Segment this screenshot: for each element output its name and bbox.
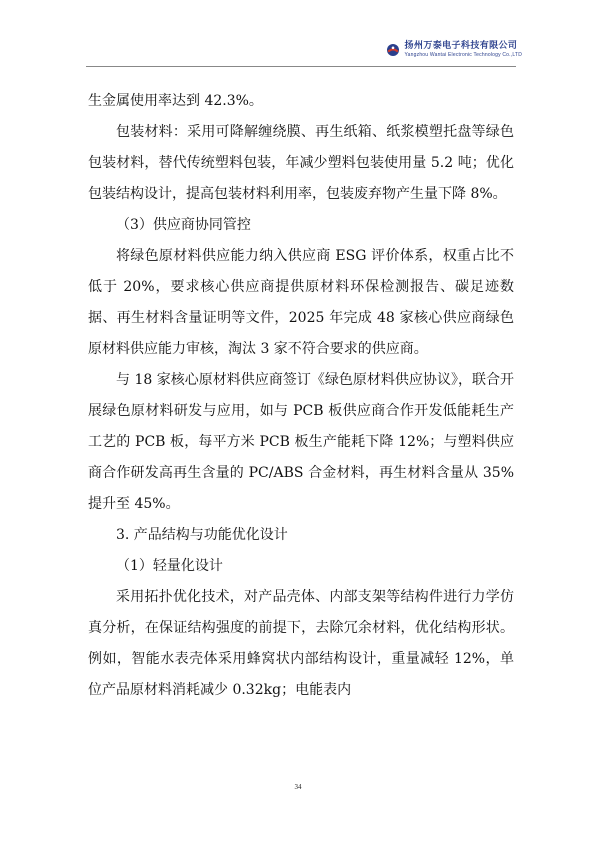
- paragraph-supplier-esg: 将绿色原材料供应能力纳入供应商 ESG 评价体系，权重占比不低于 20%，要求核心供应商提供原材料环保检测报告、碳足迹数据、再生材料含量证明等文件，2025 年完成 48 家核心供应商绿色原材料供应能力审核，淘汰 3 家不符合要求的供应商。: [88, 248, 514, 357]
- paragraph-supplier-agreement: 与 18 家核心原材料供应商签订《绿色原材料供应协议》，联合开展绿色原材料研发与应用，如与 PCB 板供应商合作开发低能耗生产工艺的 PCB 板，每平方米 PCB 板生产能耗下降 12%；与塑料供应商合作研发高再生含量的 PC/ABS 合金材料，再生材料含量从 35% 提升至 45%。: [88, 372, 514, 512]
- paragraph-metal-usage: 生金属使用率达到 42.3%。: [88, 93, 263, 109]
- subheading-supplier-control: （3）供应商协同管控: [116, 217, 251, 233]
- company-name: [405, 42, 522, 58]
- page-number: 34: [294, 783, 302, 791]
- company-name-en: Yangzhou Wantai Electronic Technology Co.,LTD: [404, 52, 522, 58]
- document-header: [386, 42, 522, 58]
- paragraph-packaging: 包装材料：采用可降解缠绕膜、再生纸箱、纸浆模塑托盘等绿色包装材料，替代传统塑料包装，年减少塑料包装使用量 5.2 吨；优化包装结构设计，提高包装材料利用率，包装废弃物产生量下降 8%。: [88, 124, 514, 202]
- document-body: [88, 86, 514, 706]
- subheading-lightweight: （1）轻量化设计: [116, 558, 223, 574]
- heading-structure-design: 3. 产品结构与功能优化设计: [116, 527, 288, 543]
- paragraph-topology: 采用拓扑优化技术，对产品壳体、内部支架等结构件进行力学仿真分析，在保证结构强度的前提下，去除冗余材料，优化结构形状。例如，智能水表壳体采用蜂窝状内部结构设计，重量减轻 12%，单位产品原材料消耗减少 0.32kg；电能表内: [88, 589, 514, 698]
- header-divider: [86, 66, 516, 67]
- company-logo-icon: [386, 43, 400, 57]
- company-name-cn: 扬州万泰电子科技有限公司: [404, 41, 518, 51]
